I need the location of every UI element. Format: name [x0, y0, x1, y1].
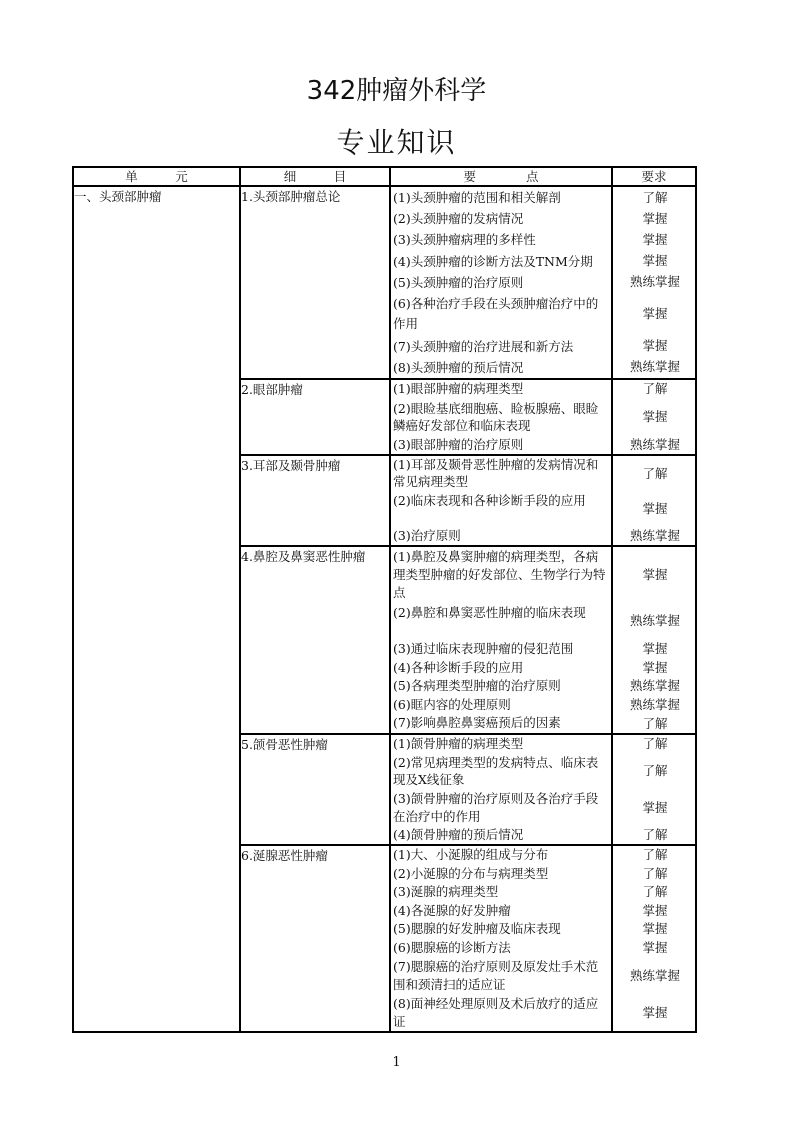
requirement-level: 掌握 [642, 939, 668, 955]
syllabus-table [72, 166, 697, 1033]
point-text: (5)腮腺的好发肿瘤及临床表现 [391, 920, 613, 939]
requirement-level: 掌握 [642, 409, 668, 424]
point-text: (1)鼻腔及鼻窦肿瘤的病理类型，各病理类型肿瘤的好发部位、生物学行为特点 [391, 547, 613, 603]
requirement-level: 了解 [642, 884, 668, 900]
subunit-label: 6.涎腺恶性肿瘤 [241, 848, 328, 863]
point-text: (7)腮腺癌的治疗原则及原发灶手术范围和颈清扫的适应证 [391, 957, 613, 994]
subunit-cell [240, 455, 390, 546]
point-text: (2)眼睑基底细胞癌、睑板腺癌、眼睑鳞癌好发部位和临床表现 [391, 399, 613, 436]
requirement-level: 熟练掌握 [629, 967, 680, 983]
point-text: (7)影响鼻腔鼻窦癌预后的因素 [391, 714, 613, 733]
requirement-level: 掌握 [642, 210, 668, 226]
point-text: (5)各病理类型肿瘤的治疗原则 [391, 677, 613, 696]
points-cell [390, 379, 696, 455]
requirement-level: 掌握 [642, 902, 668, 918]
requirement-level: 了解 [642, 715, 668, 731]
header-unit: 单 元 [73, 167, 240, 186]
subunit-label: 4.鼻腔及鼻窦恶性肿瘤 [241, 549, 366, 564]
header-points: 要 点 [390, 167, 612, 186]
subunit-label: 2.眼部肿瘤 [241, 382, 303, 397]
point-text: (1)耳部及颞骨恶性肿瘤的发病情况和常见病理类型 [391, 456, 613, 492]
requirement-level: 掌握 [642, 501, 668, 517]
requirement-level: 熟练掌握 [629, 528, 680, 544]
point-text: (2)常见病理类型的发病特点、临床表现及X线征象 [391, 753, 613, 789]
requirement-level: 了解 [642, 847, 668, 863]
subunit-cell [240, 186, 390, 379]
document-subtitle: 专业知识 [336, 126, 457, 159]
subunit-cell [240, 734, 390, 845]
point-text: (6)眶内容的处理原则 [391, 696, 613, 715]
subunit-label: 1.头颈部肿瘤总论 [241, 189, 341, 204]
point-text: (1)眼部肿瘤的病理类型 [391, 380, 613, 399]
points-cell [390, 734, 696, 845]
requirement-level: 了解 [642, 736, 668, 752]
point-text: (6)各种治疗手段在头颈肿瘤治疗中的作用 [391, 293, 613, 335]
point-text: (3)眼部肿瘤的治疗原则 [391, 436, 613, 455]
requirement-level: 掌握 [642, 659, 668, 675]
point-text: (3)颌骨肿瘤的治疗原则及各治疗手段在治疗中的作用 [391, 789, 613, 825]
subunit-cell [240, 379, 390, 455]
requirement-level: 掌握 [642, 253, 668, 269]
point-text: (7)头颈肿瘤的治疗进展和新方法 [391, 336, 613, 357]
point-text: (1)头颈肿瘤的范围和相关解剖 [391, 187, 613, 208]
point-text: (2)临床表现和各种诊断手段的应用 [391, 492, 613, 528]
requirement-level: 熟练掌握 [629, 678, 680, 694]
point-text: (8)面神经处理原则及术后放疗的适应证 [391, 994, 613, 1031]
point-text: (4)各种诊断手段的应用 [391, 659, 613, 678]
point-text: (4)各涎腺的好发肿瘤 [391, 902, 613, 921]
document-title: 342肿瘤外科学 [306, 76, 487, 106]
requirement-level: 了解 [642, 826, 668, 842]
requirement-level: 熟练掌握 [629, 359, 680, 375]
point-text: (3)头颈肿瘤病理的多样性 [391, 229, 613, 250]
points-cell [390, 845, 696, 1032]
requirement-level: 掌握 [642, 921, 668, 937]
subunit-label: 5.颌骨恶性肿瘤 [241, 737, 328, 752]
header-subunit: 细 目 [240, 167, 390, 186]
requirement-level: 了解 [642, 865, 668, 881]
table-row [73, 186, 696, 379]
page-number: 1 [392, 1055, 401, 1070]
point-text: (2)头颈肿瘤的发病情况 [391, 208, 613, 229]
requirement-level: 掌握 [642, 641, 668, 657]
requirement-level: 熟练掌握 [629, 697, 680, 713]
point-text: (5)头颈肿瘤的治疗原则 [391, 272, 613, 293]
point-text: (3)通过临床表现肿瘤的侵犯范围 [391, 640, 613, 659]
requirement-level: 掌握 [642, 799, 668, 815]
requirement-level: 了解 [642, 465, 668, 481]
requirement-level: 掌握 [642, 306, 668, 322]
point-text: (2)小涎腺的分布与病理类型 [391, 865, 613, 884]
point-text: (4)颌骨肿瘤的预后情况 [391, 826, 613, 844]
requirement-level: 熟练掌握 [629, 436, 680, 452]
point-text: (1)颌骨肿瘤的病理类型 [391, 735, 613, 753]
point-text: (4)头颈肿瘤的诊断方法及TNM分期 [391, 251, 613, 272]
point-text: (1)大、小涎腺的组成与分布 [391, 846, 613, 865]
requirement-level: 掌握 [642, 232, 668, 248]
point-text: (2)鼻腔和鼻窦恶性肿瘤的临床表现 [391, 603, 613, 640]
requirement-level: 掌握 [642, 566, 668, 582]
header-requirement: 要求 [612, 167, 696, 186]
point-text: (3)治疗原则 [391, 527, 613, 545]
point-text: (3)涎腺的病理类型 [391, 883, 613, 902]
unit-cell: 一、头颈部肿瘤 [73, 186, 240, 1032]
requirement-level: 掌握 [642, 338, 668, 354]
requirement-level: 掌握 [642, 1004, 668, 1020]
requirement-level: 熟练掌握 [629, 613, 680, 629]
subunit-cell [240, 546, 390, 734]
points-cell [390, 546, 696, 734]
subunit-cell [240, 845, 390, 1032]
requirement-level: 了解 [642, 189, 668, 205]
requirement-level: 了解 [642, 381, 668, 397]
point-text: (6)腮腺癌的诊断方法 [391, 939, 613, 958]
subunit-label: 3.耳部及颞骨肿瘤 [241, 458, 341, 473]
points-cell [390, 186, 696, 379]
point-text: (8)头颈肿瘤的预后情况 [391, 357, 613, 378]
points-cell [390, 455, 696, 546]
requirement-level: 了解 [642, 763, 668, 779]
requirement-level: 熟练掌握 [629, 274, 680, 290]
table-header-row [73, 167, 696, 186]
